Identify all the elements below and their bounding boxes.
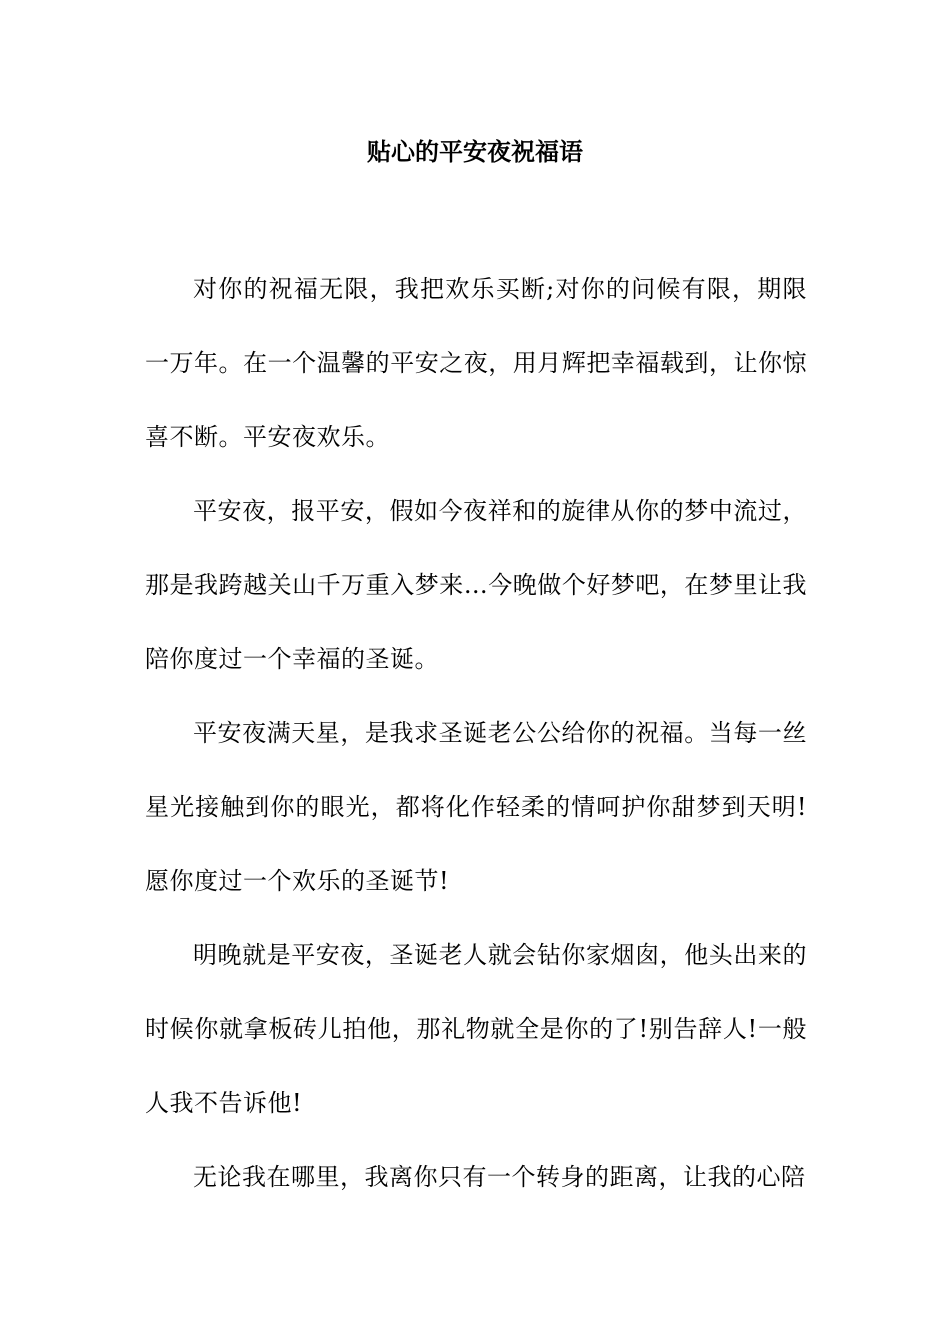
paragraph-2: 平安夜，报平安，假如今夜祥和的旋律从你的梦中流过，那是我跨越关山千万重入梦来…今晚做个好梦吧，在梦里让我陪你度过一个幸福的圣诞。 <box>145 497 807 673</box>
paragraph-3: 平安夜满天星，是我求圣诞老公公给你的祝福。当每一丝星光接触到你的眼光，都将化作轻柔的情呵护你甜梦到天明!愿你度过一个欢乐的圣诞节! <box>145 719 807 895</box>
document-title: 贴心的平安夜祝福语 <box>367 137 583 166</box>
paragraph-4: 明晚就是平安夜，圣诞老人就会钻你家烟囱，他头出来的时候你就拿板砖儿拍他，那礼物就全是你的了!别告辞人!一般人我不告诉他! <box>145 941 807 1117</box>
paragraph-5: 无论我在哪里，我离你只有一个转身的距离，让我的心陪 <box>193 1163 806 1191</box>
paragraph-1: 对你的祝福无限，我把欢乐买断;对你的问候有限，期限一万年。在一个温馨的平安之夜，用月辉把幸福载到，让你惊喜不断。平安夜欢乐。 <box>145 275 807 451</box>
document-body <box>145 252 807 1214</box>
